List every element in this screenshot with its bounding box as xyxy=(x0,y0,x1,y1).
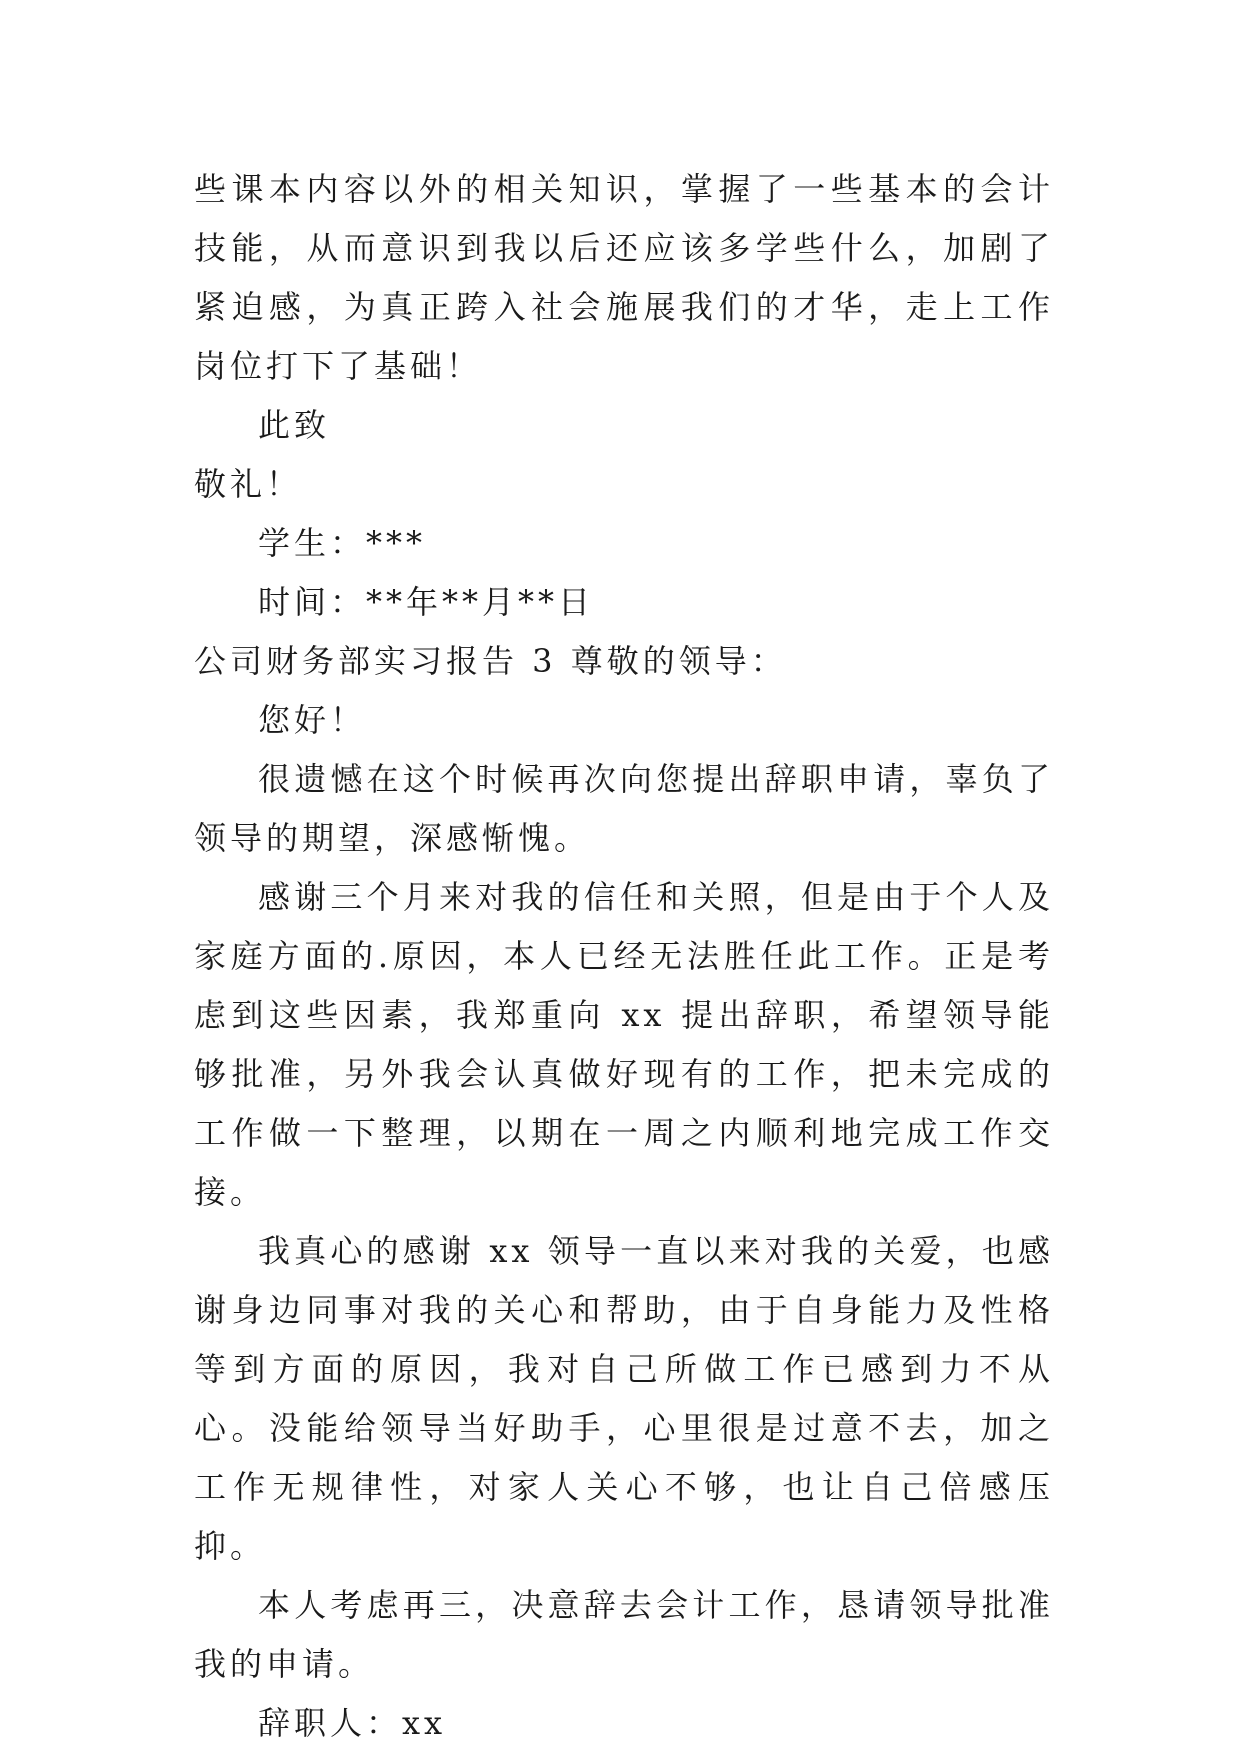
greeting: 您好！ xyxy=(258,701,367,739)
paragraph-2: 感谢三个月来对我的信任和关照，但是由于个人及家庭方面的.原因，本人已经无法胜任此工作。正是考虑到这些因素，我郑重向 xx 提出辞职，希望领导能够批准，另外我会认真做好现有的工作，把未完成的工作做一下整理，以期在一周之内顺利地完成工作交接。 xyxy=(194,878,1054,1211)
paragraph-1: 很遗憾在这个时候再次向您提出辞职申请，辜负了领导的期望，深感惭愧。 xyxy=(194,760,1054,857)
resigner-signature: 辞职人：xx xyxy=(258,1704,447,1742)
date-line: 时间：**年**月**日 xyxy=(258,583,595,621)
paragraph-4: 本人考虑再三，决意辞去会计工作，恳请领导批准我的申请。 xyxy=(194,1586,1054,1683)
closing-salutation-2: 敬礼！ xyxy=(194,465,303,503)
student-signature: 学生：*** xyxy=(258,524,427,562)
document-body xyxy=(194,160,1054,1753)
report-heading-line: 公司财务部实习报告 3 尊敬的领导： xyxy=(194,642,787,680)
paragraph-continued: 些课本内容以外的相关知识，掌握了一些基本的会计技能，从而意识到我以后还应该多学些什么，加剧了紧迫感，为真正跨入社会施展我们的才华，走上工作岗位打下了基础！ xyxy=(194,170,1054,385)
closing-salutation-1: 此致 xyxy=(258,406,331,444)
paragraph-3: 我真心的感谢 xx 领导一直以来对我的关爱，也感谢身边同事对我的关心和帮助，由于自身能力及性格等到方面的原因，我对自己所做工作已感到力不从心。没能给领导当好助手，心里很是过意不去，加之工作无规律性，对家人关心不够，也让自己倍感压抑。 xyxy=(194,1232,1054,1565)
